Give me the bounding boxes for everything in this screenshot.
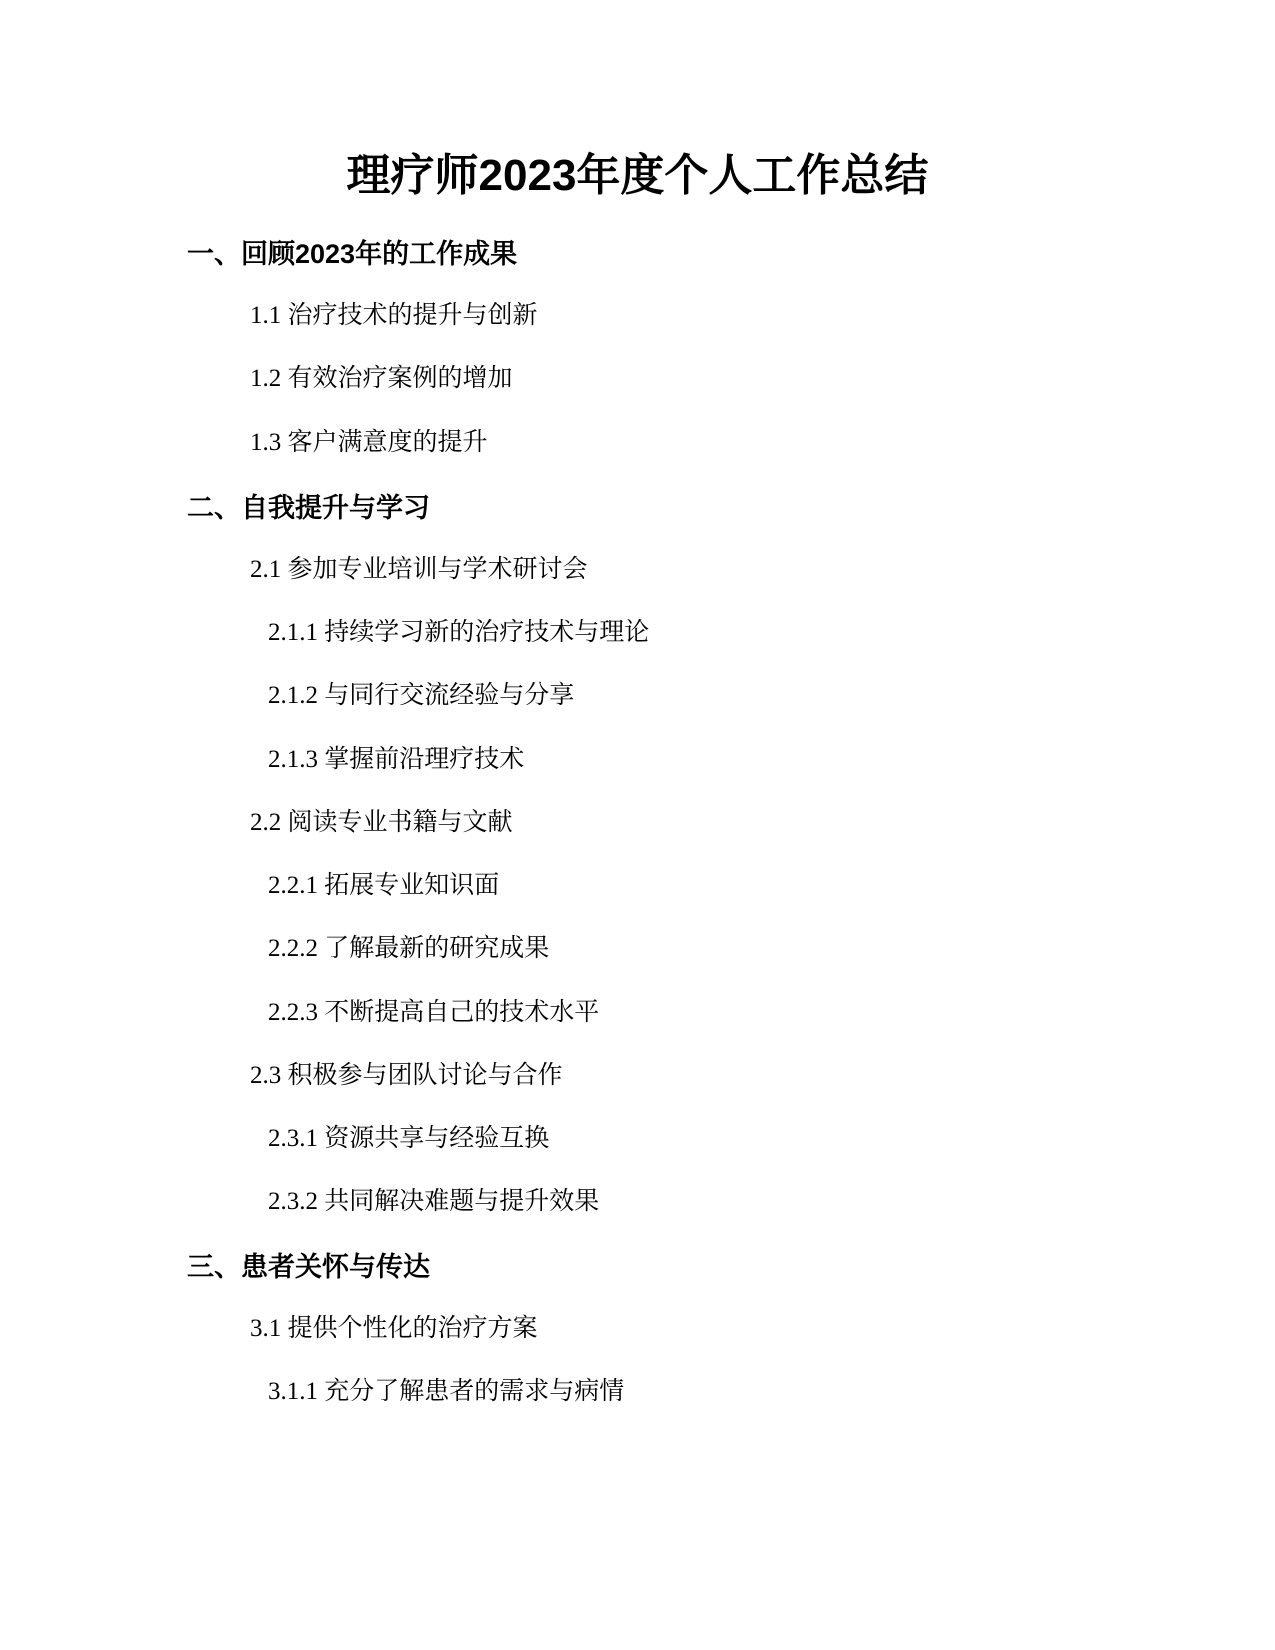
- subsubsection-item: 3.1.1 充分了解患者的需求与病情: [268, 1378, 625, 1405]
- page-title: 理疗师2023年度个人工作总结: [346, 151, 929, 200]
- subsubsection-item: 2.3.1 资源共享与经验互换: [268, 1125, 550, 1152]
- section-heading: 三、患者关怀与传达: [187, 1252, 430, 1282]
- subsubsection-item: 2.3.2 共同解决难题与提升效果: [268, 1188, 600, 1215]
- subsection-heading: 2.2 阅读专业书籍与文献: [250, 809, 513, 836]
- subsubsection-item: 2.1.1 持续学习新的治疗技术与理论: [268, 619, 650, 646]
- section-heading: 二、自我提升与学习: [187, 493, 430, 523]
- subsubsection-item: 2.2.1 拓展专业知识面: [268, 872, 500, 899]
- subsubsection-item: 2.2.2 了解最新的研究成果: [268, 935, 550, 962]
- subsubsection-item: 2.1.3 掌握前沿理疗技术: [268, 746, 525, 773]
- section-heading: 一、回顾2023年的工作成果: [187, 239, 518, 269]
- subsection-heading: 2.1 参加专业培训与学术研讨会: [250, 556, 588, 583]
- subsection-heading: 1.3 客户满意度的提升: [250, 429, 488, 456]
- subsection-heading: 3.1 提供个性化的治疗方案: [250, 1315, 538, 1342]
- subsection-heading: 1.2 有效治疗案例的增加: [250, 365, 513, 392]
- subsection-heading: 2.3 积极参与团队讨论与合作: [250, 1062, 563, 1089]
- subsubsection-item: 2.2.3 不断提高自己的技术水平: [268, 999, 600, 1026]
- subsubsection-item: 2.1.2 与同行交流经验与分享: [268, 682, 575, 709]
- subsection-heading: 1.1 治疗技术的提升与创新: [250, 302, 538, 329]
